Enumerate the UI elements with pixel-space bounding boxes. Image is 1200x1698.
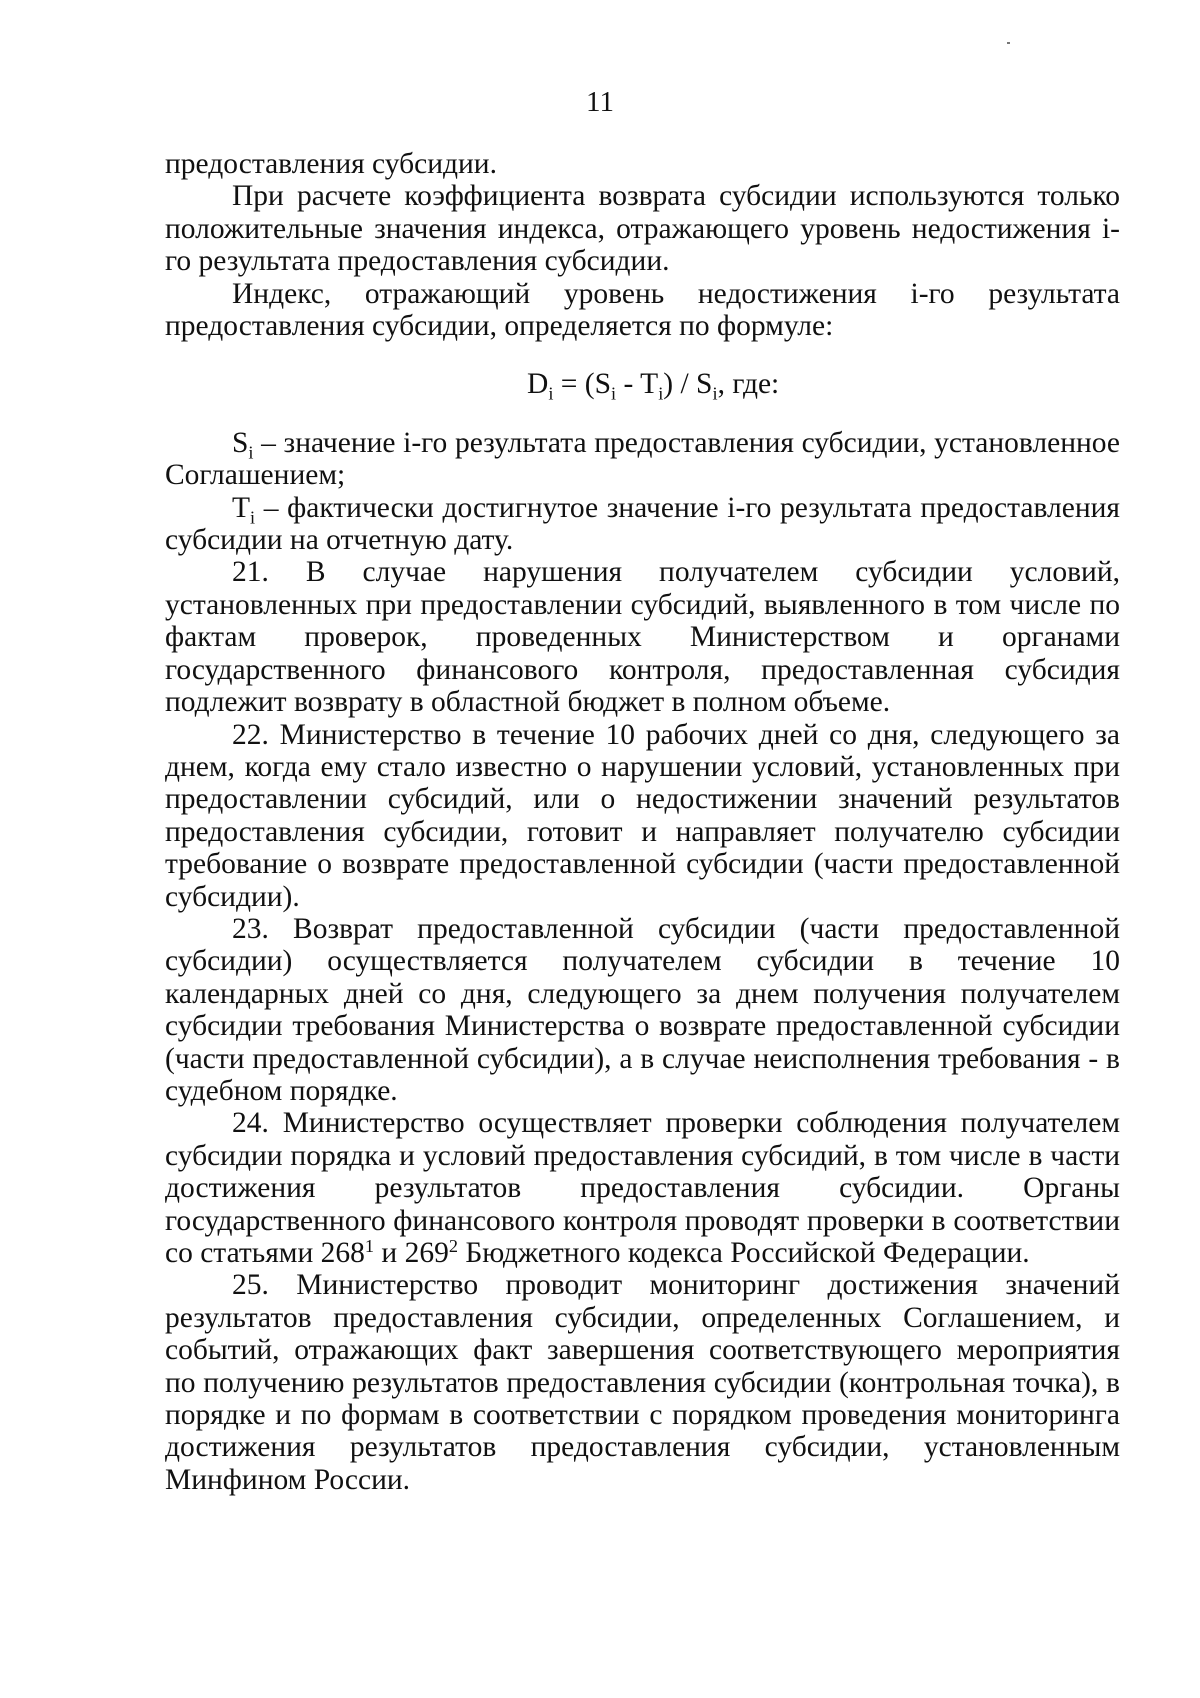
formula-d: D	[527, 368, 549, 401]
item-24-text-b: и 269	[374, 1237, 449, 1269]
paragraph-coefficient-note: При расчете коэффициента возврата субсидии используются только положительные значения индекса, отражающего уровень недостижения i-го результата предоставления субсидии.	[165, 180, 1120, 278]
definition-s-text: – значение i-го результата предоставления субсидии, установленное Соглашением;	[165, 426, 1120, 492]
paragraph-index-definition: Индекс, отражающий уровень недостижения i-го результата предоставления субсидии, определяется по формуле:	[165, 277, 1120, 343]
formula	[165, 368, 1120, 404]
formula-minus: - T	[616, 368, 659, 401]
item-24-sup-1: 1	[364, 1235, 375, 1256]
formula-s2-sub: i	[712, 383, 718, 404]
document-body	[165, 148, 1120, 1496]
formula-d-sub: i	[548, 383, 554, 404]
paragraph-continuation: предоставления субсидии.	[165, 148, 497, 180]
formula-tail: , где:	[717, 368, 780, 401]
definition-s-sub: i	[248, 442, 254, 463]
scan-speck	[1007, 42, 1010, 44]
item-25: 25. Министерство проводит мониторинг достижения значений результатов предоставления субсидии, определенных Соглашением, и событий, отражающих факт завершения соответствующего мероприятия по получению результатов предоставления субсидии (контрольная точка), в порядке и по формам в соответствии с порядком проведения мониторинга достижения результатов предоставления субсидии, установленным Минфином России.	[165, 1269, 1120, 1496]
formula-s-sub: i	[611, 383, 617, 404]
definition-t-sub: i	[250, 507, 256, 528]
definition-s-symbol: S	[232, 426, 249, 459]
formula-close-div: ) / S	[663, 368, 713, 401]
page-number: 11	[586, 86, 614, 118]
item-21: 21. В случае нарушения получателем субсидии условий, установленных при предоставлении субсидий, выявленного в том числе по фактам проверок, проведенных Министерством и органами государственного финансового контроля, предоставленная субсидия подлежит возврату в областной бюджет в полном объеме.	[165, 556, 1120, 719]
formula-t-sub: i	[658, 383, 664, 404]
definition-s	[165, 427, 1120, 492]
definition-t	[165, 492, 1120, 557]
item-23: 23. Возврат предоставленной субсидии (части предоставленной субсидии) осуществляется получателем субсидии в течение 10 календарных дней со дня, следующего за днем получения получателем субсидии требования Министерства о возврате предоставленной субсидии (части предоставленной субсидии), а в случае неисполнения требования - в судебном порядке.	[165, 912, 1120, 1107]
item-24-text-a: 24. Министерство осуществляет проверки соблюдения получателем субсидии порядка и условий предоставления субсидий, в том числе в части достижения результатов предоставления субсидии. Органы государственного финансового контроля проводят проверки в соответствии со статьями 268	[165, 1107, 1120, 1269]
item-24-sup-2: 2	[448, 1235, 458, 1256]
item-24	[165, 1107, 1120, 1269]
item-22: 22. Министерство в течение 10 рабочих дней со дня, следующего за днем, когда ему стало известно о нарушении условий, установленных при предоставлении субсидий, или о недостижении значений результатов предоставления субсидии, готовит и направляет получателю субсидии требование о возврате предоставленной субсидии (части предоставленной субсидии).	[165, 718, 1120, 913]
formula-eq-open: = (S	[553, 368, 612, 401]
definition-t-text: – фактически достигнутое значение i-го результата предоставления субсидии на отчетную дату.	[165, 491, 1120, 557]
definition-t-symbol: T	[232, 491, 251, 524]
item-24-text-c: Бюджетного кодекса Российской Федерации.	[457, 1237, 1030, 1269]
